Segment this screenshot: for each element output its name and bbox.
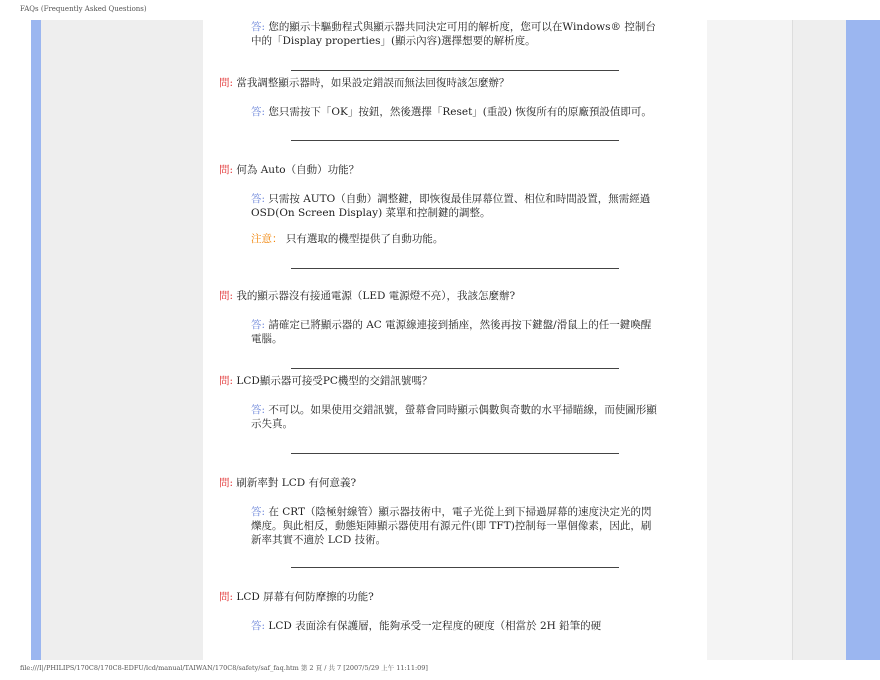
answer-label: 答:: [251, 193, 266, 205]
question-text: 當我調整顯示器時，如果設定錯誤而無法回復時該怎麼辦？: [236, 77, 510, 89]
answer-label: 答:: [251, 21, 266, 33]
answer-text: 請確定已將顯示器的 AC 電源線連接到插座，然後再按下鍵盤/滑鼠上的任一鍵喚醒電腦。: [251, 319, 652, 345]
question-label: 問:: [219, 290, 234, 302]
right-accent-bar: [846, 20, 880, 660]
answer-text: 不可以。如果使用交錯訊號，螢幕會同時顯示偶數與奇數的水平掃瞄線，而使圖形顯示失真。: [251, 404, 657, 430]
faq-answer: [251, 192, 661, 220]
answer-text: LCD 表面涂有保護層，能夠承受一定程度的硬度（相當於 2H 鉛筆的硬: [268, 620, 602, 632]
answer-text: 在 CRT（陰極射線管）顯示器技術中，電子光從上到下掃過屏幕的速度決定光的閃爍度。與此相反，動態矩陣顯示器使用有源元件(即 TFT)控制每一單個像素，因此，刷新率其實不適於 LCD 技術。: [251, 506, 652, 546]
divider: [291, 453, 619, 454]
right-divider: [792, 20, 793, 660]
faq-question: [219, 76, 679, 90]
faq-answer: [251, 619, 661, 633]
question-label: 問:: [219, 477, 234, 489]
divider: [291, 567, 619, 568]
faq-question: [219, 590, 679, 604]
question-text: LCD 屏幕有何防摩擦的功能?: [236, 591, 374, 603]
question-label: 問:: [219, 164, 234, 176]
question-label: 問:: [219, 591, 234, 603]
faq-question: [219, 374, 679, 388]
answer-text: 您只需按下「OK」按鈕，然後選擇「Reset」(重設) 恢復所有的原廠預設值即可。: [268, 106, 652, 118]
answer-label: 答:: [251, 319, 266, 331]
right-panel: [707, 20, 792, 660]
answer-label: 答:: [251, 620, 266, 632]
divider: [291, 140, 619, 141]
faq-question: [219, 289, 679, 303]
faq-note: [251, 232, 661, 246]
faq-answer: [251, 505, 661, 547]
question-text: 刷新率對 LCD 有何意義?: [236, 477, 357, 489]
faq-content: [219, 20, 679, 633]
answer-label: 答:: [251, 506, 266, 518]
faq-question: [219, 163, 679, 177]
page-header: FAQs (Frequently Asked Questions): [20, 5, 147, 13]
divider: [291, 368, 619, 369]
divider: [291, 268, 619, 269]
answer-label: 答:: [251, 106, 266, 118]
faq-question: [219, 476, 679, 490]
note-text: 只有選取的機型提供了自動功能。: [285, 233, 444, 245]
answer-label: 答:: [251, 404, 266, 416]
faq-answer: [251, 403, 661, 431]
question-text: LCD顯示器可接受PC機型的交錯訊號嗎？: [236, 375, 433, 387]
question-text: 何為 Auto（自動）功能？: [236, 164, 360, 176]
answer-text: 只需按 AUTO（自動）調整鍵，即恢復最佳屏幕位置、相位和時間設置，無需經過 OSD(On Screen Display) 菜單和控制鍵的調整。: [251, 193, 651, 219]
left-accent-bar: [31, 20, 41, 660]
faq-answer: [251, 20, 661, 48]
question-text: 我的顯示器沒有接通電源（LED 電源燈不亮），我該怎麼辦?: [236, 290, 516, 302]
faq-answer: [251, 105, 661, 119]
question-label: 問:: [219, 375, 234, 387]
faq-answer: [251, 318, 661, 346]
page-footer: file:///I|/PHILIPS/170C8/170C8-EDFU/lcd/manual/TAIWAN/170C8/safety/saf_faq.htm 第 2 頁 / 共 7 [2007/5/29 上午 11:11:09]: [20, 664, 428, 672]
answer-text: 您的顯示卡驅動程式與顯示器共同決定可用的解析度，您可以在Windows® 控制台中的「Display properties」(顯示內容)選擇想要的解析度。: [251, 21, 656, 47]
note-label: 注意：: [251, 233, 283, 245]
question-label: 問:: [219, 77, 234, 89]
divider: [291, 70, 619, 71]
document-frame: [31, 20, 880, 660]
